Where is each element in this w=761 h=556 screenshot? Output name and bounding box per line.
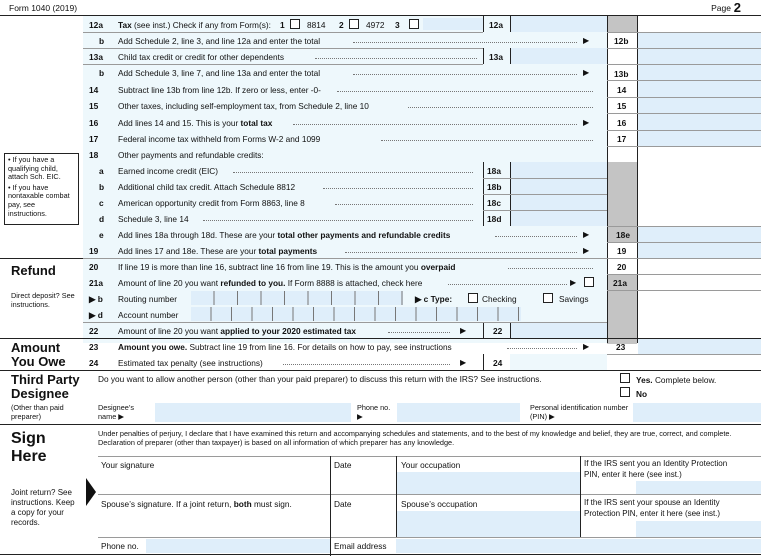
checking-checkbox[interactable] — [468, 293, 478, 303]
savings-checkbox[interactable] — [543, 293, 553, 303]
line-18: 18 Other payments and refundable credits: — [89, 150, 264, 160]
line-17: 17 Federal income tax withheld from Forms W-2 and 1099 17 — [89, 134, 627, 144]
sign-here-heading: Sign Here — [11, 430, 47, 465]
ip-pin-label: If the IRS sent you an Identity Protection PIN, enter it here (see inst.) — [584, 459, 728, 479]
line-21d: ▶ d Account number — [83, 306, 607, 322]
refund-heading: Refund — [11, 263, 56, 278]
line-13b: b Add Schedule 3, line 7, and line 13a and enter the total ▶ 13b — [99, 68, 629, 79]
spouse-pin-label: If the IRS sent your spouse an Identity Protection PIN, enter it here (see inst.) — [584, 498, 721, 518]
joint-return-note: Joint return? See instructions. Keep a copy for your records. — [11, 488, 75, 527]
other-form-field[interactable] — [423, 18, 483, 30]
amount-you-owe-heading: Amount You Owe — [11, 340, 66, 369]
line-21b: ▶ b Routing number ▶ c Type: Checking Savings — [83, 290, 607, 306]
spouse-signature-label: Spouse’s signature. If a joint return, both must sign. — [101, 499, 292, 509]
designee-phone-label: Phone no. ▶ — [357, 403, 391, 421]
line-18d: d Schedule 3, line 14 18d — [99, 214, 502, 224]
designee-phone-input[interactable] — [397, 403, 520, 422]
other-form-checkbox[interactable] — [409, 19, 419, 29]
form-8888-checkbox[interactable] — [584, 277, 594, 287]
designee-no-label: No — [636, 389, 648, 399]
line-16: 16 Add lines 14 and 15. This is your total tax ▶ 16 — [89, 118, 627, 128]
line-15: 15 Other taxes, including self-employment tax, from Schedule 2, line 10 15 — [89, 101, 627, 111]
email-label: Email address — [334, 541, 387, 551]
form-8814-checkbox[interactable] — [290, 19, 300, 29]
ip-pin-input[interactable] — [636, 481, 761, 494]
spouse-occupation-label: Spouse’s occupation — [401, 499, 478, 509]
email-input[interactable] — [396, 539, 761, 553]
designee-no-checkbox[interactable] — [620, 387, 630, 397]
date-label: Date — [334, 460, 352, 470]
line-19: 19 Add lines 17 and 18e. These are your total payments ▶ 19 — [89, 246, 627, 256]
spouse-signature-field[interactable] — [99, 510, 329, 536]
line-18e: e Add lines 18a through 18d. These are your total other payments and refundable credits ▶ 18e — [99, 230, 630, 240]
designee-pin-label: Personal identification number (PIN) ▶ — [530, 403, 629, 421]
third-party-subtitle: (Other than paid preparer) — [11, 403, 64, 421]
your-signature-label: Your signature — [101, 460, 155, 470]
form-header — [0, 0, 761, 16]
amount-column — [607, 16, 637, 343]
form-title: Form 1040 (2019) — [9, 3, 78, 13]
line-18c: c American opportunity credit from Form 8863, line 8 18c — [99, 198, 501, 208]
line-24: 24 Estimated tax penalty (see instructions) ▶ 24 — [89, 358, 503, 368]
account-number-field[interactable] — [191, 307, 521, 321]
occupation-label: Your occupation — [401, 460, 461, 470]
designee-yes-checkbox[interactable] — [620, 373, 630, 383]
phone-input[interactable] — [146, 539, 330, 553]
eic-note-box: • If you have a qualifying child, attach Sch. EIC. • If you have nontaxable combat pay, see instructions. — [4, 153, 79, 225]
signature-pointer — [86, 478, 96, 506]
line-21a: 21a Amount of line 20 you want refunded to you. If Form 8888 is attached, check here ▶ 21a — [89, 278, 627, 288]
designee-name-input[interactable] — [155, 403, 351, 422]
occupation-input[interactable] — [397, 472, 580, 494]
designee-name-label: Designee’s name ▶ — [98, 403, 134, 421]
spouse-pin-input[interactable] — [636, 521, 761, 537]
your-signature-field[interactable] — [99, 470, 329, 493]
third-party-question: Do you want to allow another person (other than your paid preparer) to discuss this return with the IRS? See instructions. — [98, 374, 542, 384]
designee-yes-label: Yes. Complete below. — [636, 375, 717, 385]
designee-pin-input[interactable] — [633, 403, 761, 422]
line-18a: a Earned income credit (EIC) 18a — [99, 166, 501, 176]
line-13a: 13a Child tax credit or credit for other dependents 13a — [89, 52, 503, 62]
form-4972-checkbox[interactable] — [349, 19, 359, 29]
line-12a: 12a Tax (see inst.) Check if any from Form(s): 1 8814 2 4972 3 12a — [89, 20, 503, 30]
page-number: 2 — [733, 0, 741, 15]
spouse-date-label: Date — [334, 499, 352, 509]
page-label: Page — [711, 3, 731, 13]
third-party-heading: Third Party Designee — [11, 372, 80, 401]
amount-entries — [638, 32, 761, 146]
line-12b: b Add Schedule 2, line 3, and line 12a and enter the total ▶ 12b — [99, 36, 629, 46]
phone-label: Phone no. — [101, 541, 139, 551]
line-20: 20 If line 19 is more than line 16, subtract line 16 from line 19. This is the amount you overpaid 20 — [89, 262, 627, 272]
line-18b: b Additional child tax credit. Attach Schedule 8812 18b — [99, 182, 502, 192]
spouse-occupation-input[interactable] — [397, 511, 580, 537]
line-23: 23 Amount you owe. Subtract line 19 from line 16. For details on how to pay, see instructions ▶ 23 — [89, 342, 626, 352]
line-14: 14 Subtract line 13b from line 12b. If zero or less, enter -0- 14 — [89, 85, 627, 95]
perjury-declaration: Under penalties of perjury, I declare that I have examined this return and accompanying schedules and statements, and to the best of my knowledge and belief, they are true, correct, and complete. Declaration of preparer (other than taxpayer) is based on all information of which preparer has any knowledge. — [98, 429, 732, 447]
direct-deposit-note: Direct deposit? See instructions. — [11, 291, 75, 309]
line-22: 22 Amount of line 20 you want applied to your 2020 estimated tax ▶ 22 — [89, 326, 503, 336]
routing-number-field[interactable] — [191, 291, 403, 305]
